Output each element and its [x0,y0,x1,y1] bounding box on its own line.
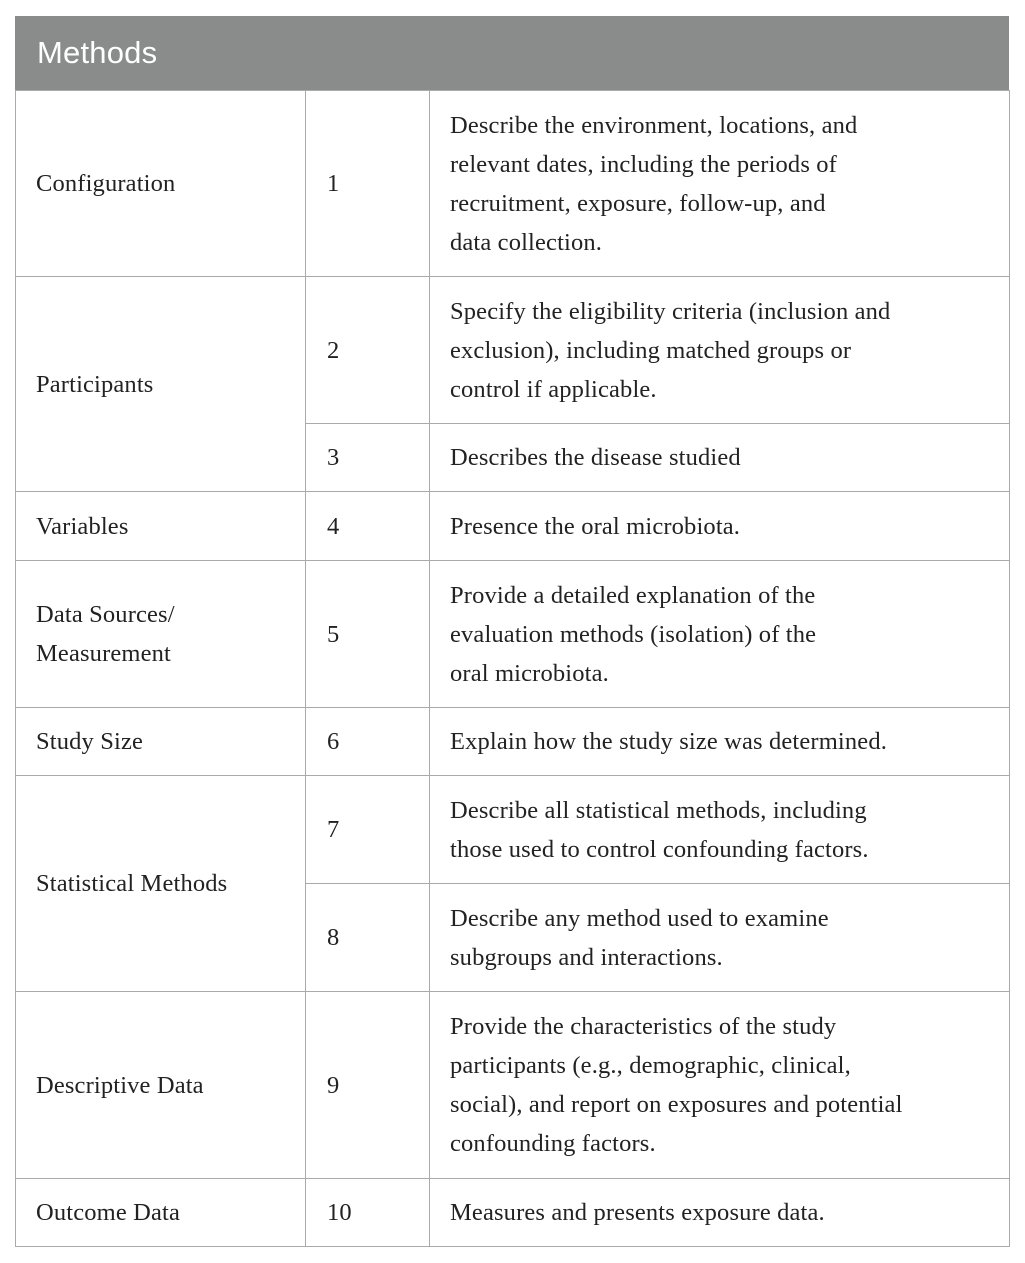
row-label: Outcome Data [16,1179,306,1247]
description-line: participants (e.g., demographic, clinical, [450,1052,851,1079]
item-description [430,884,1010,992]
description-line: Specify the eligibility criteria (inclusion and [450,297,891,325]
table-row [16,708,1010,776]
table-row [16,492,1010,561]
item-number: 10 [306,1179,430,1247]
table-row [16,561,1010,708]
description-line: those used to control confounding factors. [450,835,869,863]
item-description [430,561,1010,708]
table-row [16,992,1010,1179]
description-line: evaluation methods (isolation) of the [450,620,817,648]
description-line: Describes the disease studied [450,444,741,471]
item-description [430,708,1010,776]
description-line: social), and report on exposures and potential [450,1091,903,1118]
item-number: 8 [306,884,430,992]
section-title: Methods [37,35,158,70]
description-line: oral microbiota. [450,659,609,687]
row-label: Configuration [16,91,306,277]
row-label [16,561,306,708]
table-row [16,277,1010,424]
row-label: Descriptive Data [16,992,306,1179]
table-row [16,1179,1010,1247]
item-number: 9 [306,992,430,1179]
row-label-line: Data Sources/ [36,601,175,628]
methods-body [16,91,1010,1247]
description-line: Measures and presents exposure data. [450,1199,825,1226]
methods-table [15,16,1009,1247]
description-line: Presence the oral microbiota. [450,512,741,540]
description-line: Describe the environment, locations, and [450,111,858,139]
row-label: Study Size [16,708,306,776]
item-number: 7 [306,776,430,884]
methods-grid [15,90,1010,1247]
table-row [16,91,1010,277]
description-line: Provide the characteristics of the study [450,1013,837,1040]
item-number: 4 [306,492,430,561]
item-description [430,91,1010,277]
description-line: Explain how the study size was determined. [450,728,887,755]
description-line: Provide a detailed explanation of the [450,581,816,609]
item-number: 5 [306,561,430,708]
row-label: Variables [16,492,306,561]
description-line: confounding factors. [450,1130,656,1157]
description-line: Describe any method used to examine [450,904,829,932]
item-description [430,776,1010,884]
description-line: Describe all statistical methods, including [450,796,867,824]
item-number: 3 [306,424,430,492]
description-line: subgroups and interactions. [450,943,723,971]
description-line: recruitment, exposure, follow-up, and [450,189,826,217]
description-line: control if applicable. [450,375,657,403]
item-description [430,492,1010,561]
row-label: Statistical Methods [16,776,306,992]
description-line: data collection. [450,228,603,256]
table-header [15,16,1009,90]
item-description [430,277,1010,424]
description-line: relevant dates, including the periods of [450,150,837,178]
row-label-line: Measurement [36,640,171,667]
table-row [16,776,1010,884]
item-description [430,992,1010,1179]
item-number: 1 [306,91,430,277]
item-description [430,1179,1010,1247]
item-description [430,424,1010,492]
description-line: exclusion), including matched groups or [450,336,852,364]
item-number: 6 [306,708,430,776]
item-number: 2 [306,277,430,424]
row-label: Participants [16,277,306,492]
